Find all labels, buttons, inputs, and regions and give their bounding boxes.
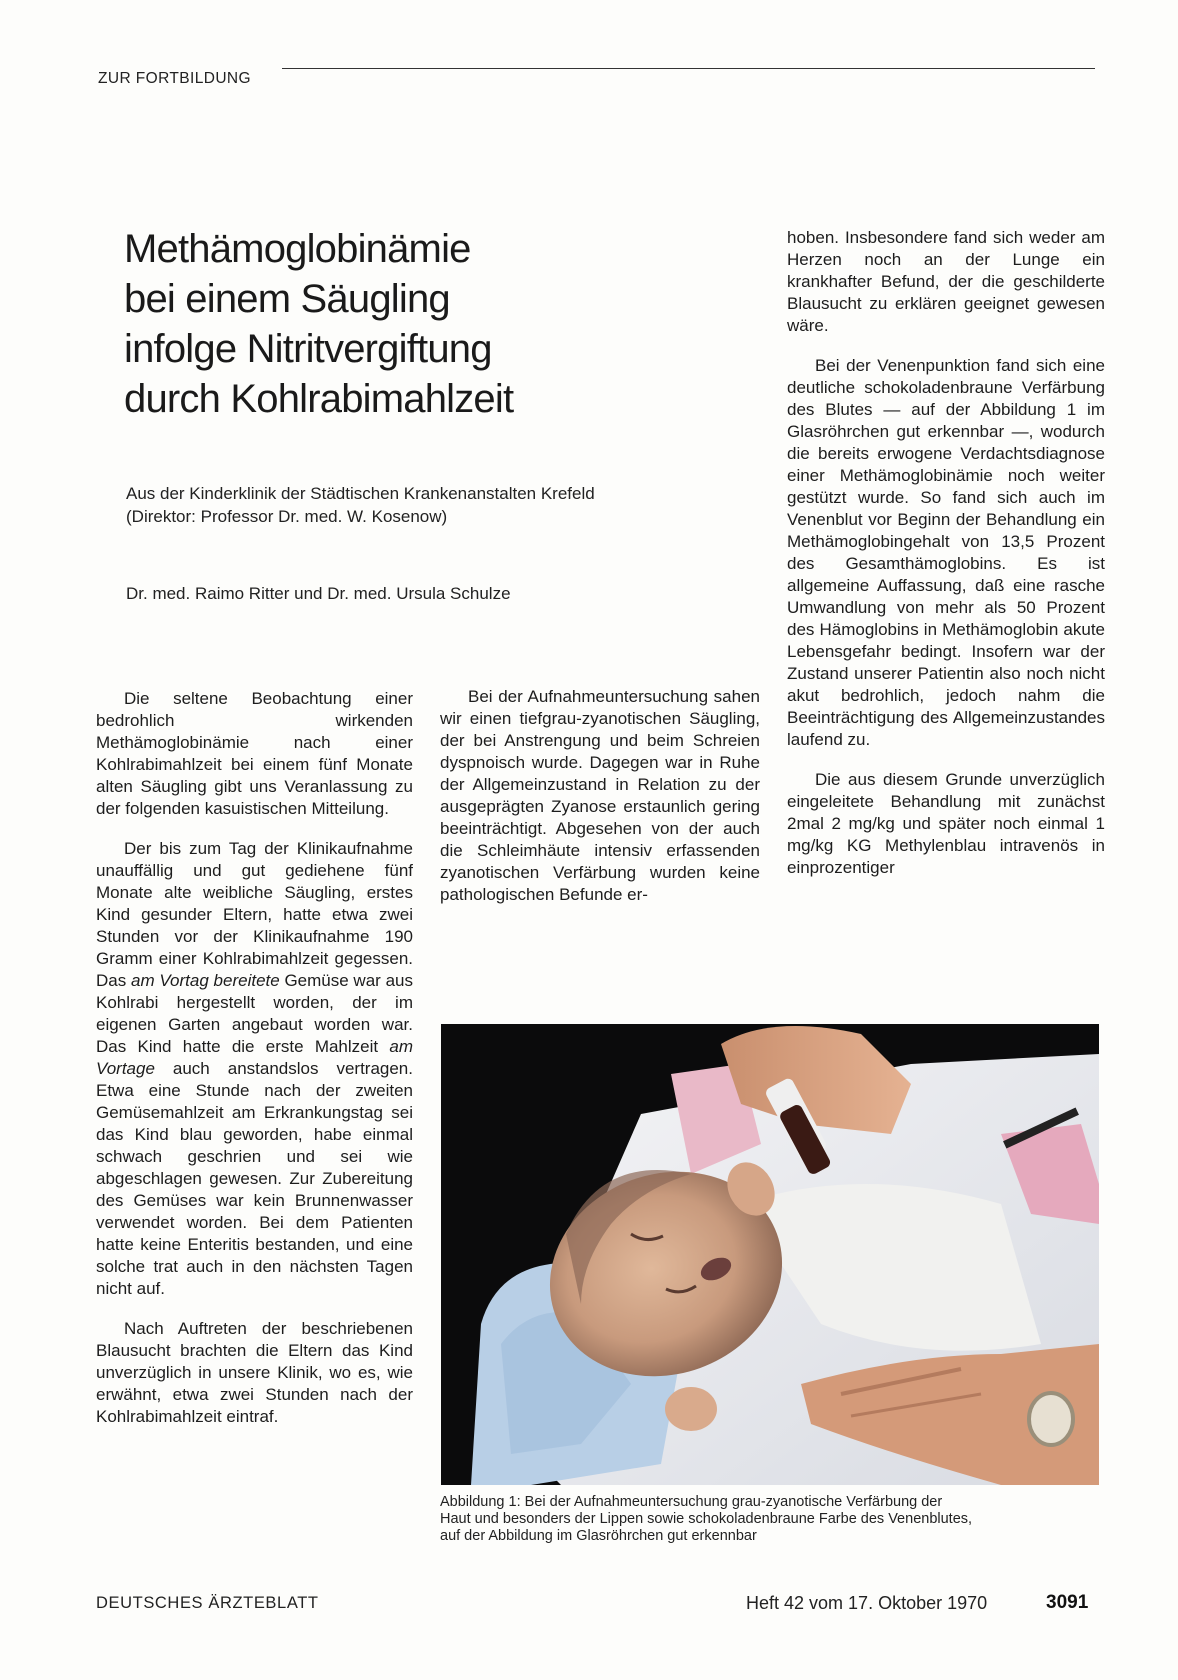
infant-photo-illustration <box>441 1024 1099 1485</box>
paragraph-text: Das <box>96 971 131 990</box>
header-rule <box>282 68 1095 69</box>
caption-line: Haut und besonders der Lippen sowie schokoladenbraune Farbe des Venenblutes, <box>440 1511 973 1527</box>
title-line: durch Kohlrabimahlzeit <box>124 377 514 421</box>
authors: Dr. med. Raimo Ritter und Dr. med. Ursula Schulze <box>126 584 511 603</box>
paragraph: Bei der Aufnahmeuntersuchung sahen wir einen tiefgrau-zyanotischen Säugling, der bei Anstrengung und beim Schreien dyspnoisch wurde. Dagegen war in Ruhe der Allgemeinzustand in Relation zu der ausgeprägten Zyanose erstaunlich gering beeinträchtigt. Abgesehen von der auch die Schleimhäute intensiv erfassenden zyanotischen Verfärbung wurden keine pathologischen Befunde er- <box>440 687 760 904</box>
paragraph: hoben. Insbesondere fand sich weder am Herzen noch an der Lunge ein krankhafter Befund, der die geschilderte Blausucht zu erklären geeignet gewesen wäre. <box>787 228 1105 335</box>
affiliation <box>126 482 595 528</box>
paragraph-text: auch anstandslos vertragen. Etwa eine Stunde nach der zweiten Gemüsemahlzeit am Erkrankungstag sei das Kind blau geworden, habe einmal schwach geschrien und sei wie abgeschlagen gewesen. Zur Zubereitung des Gemüses war kein Brunnenwasser verwendet worden. Bei dem Patienten hatte keine Enteritis bestanden, und eine solche trat auch in den nächsten Tagen nicht auf. <box>96 1059 413 1298</box>
body-column-3 <box>787 227 1105 897</box>
paragraph: Die aus diesem Grunde unverzüglich eingeleitete Behandlung mit zunächst 2mal 2 mg/kg und später noch einmal 1 mg/kg KG Methylenblau intravenös in einprozentiger <box>787 770 1105 877</box>
figure-caption <box>440 1494 1100 1545</box>
title-line: infolge Nitritvergiftung <box>124 327 492 371</box>
title-line: Methämoglobinämie <box>124 227 471 271</box>
caption-line: auf der Abbildung im Glasröhrchen gut erkennbar <box>440 1528 757 1544</box>
affiliation-line: (Direktor: Professor Dr. med. W. Kosenow) <box>126 507 448 526</box>
paragraph <box>96 838 413 1300</box>
italic-text: am Vortage <box>96 1037 413 1078</box>
body-column-1 <box>96 688 413 1446</box>
italic-text: am Vortag bereitete <box>130 971 280 990</box>
section-label: ZUR FORTBILDUNG <box>98 70 251 87</box>
paragraph: Nach Auftreten der beschriebenen Blausucht brachten die Eltern das Kind unverzüglich in unsere Klinik, wo es, wie erwähnt, etwa zwei Stunden nach der Kohlrabimahlzeit eintraf. <box>96 1319 413 1426</box>
issue-info: Heft 42 vom 17. Oktober 1970 <box>746 1593 988 1613</box>
caption-line: Abbildung 1: Bei der Aufnahmeuntersuchung grau-zyanotische Verfärbung der <box>440 1494 943 1510</box>
figure-photo <box>441 1024 1099 1485</box>
title-line: bei einem Säugling <box>124 277 450 321</box>
paragraph: Bei der Venenpunktion fand sich eine deutliche schokoladenbraune Verfärbung des Blutes — auf der Abbildung 1 im Glasröhrchen gut erkennbar —, wodurch die bereits erwogene Verdachtsdiagnose einer Methämoglobinämie noch weiter gestützt wurde. So fand sich auch im Venenblut vor Beginn der Behandlung ein Methämoglobingehalt von 13,5 Prozent des Gesamthämoglobins. Es ist allgemeine Auffassung, daß eine rasche Umwandlung von mehr als 50 Prozent des Hämoglobins in Methämoglobin akute Lebensgefahr bedingt. Insofern war der Zustand unserer Patientin also noch nicht akut bedrohlich, jedoch nahm die Beeinträchtigung des Allgemeinzustandes laufend zu. <box>787 356 1105 749</box>
paragraph-text: Gemüse war aus Kohlrabi hergestellt worden, der im eigenen Garten angebaut worden war. Das Kind hatte die erste Mahlzeit <box>96 971 413 1056</box>
paragraph-text: Der bis zum Tag der Klinikaufnahme unauffällig und gut gediehene fünf Monate alte weibliche Säugling, erstes Kind gesunder Eltern, hatte etwa zwei Stunden vor der Klinikaufnahme 190 Gramm einer Kohlrabimahlzeit gegessen. <box>96 839 413 968</box>
paragraph: Die seltene Beobachtung einer bedrohlich wirkenden Methämoglobinämie nach einer Kohlrabimahlzeit bei einem fünf Monate alten Säugling gibt uns Veranlassung zu der folgenden kasuistischen Mitteilung. <box>96 689 413 818</box>
journal-name: DEUTSCHES ÄRZTEBLATT <box>96 1594 319 1612</box>
article-title <box>124 224 664 424</box>
body-column-2 <box>440 686 760 924</box>
affiliation-line: Aus der Kinderklinik der Städtischen Krankenanstalten Krefeld <box>126 484 595 503</box>
page-number: 3091 <box>1046 1592 1089 1613</box>
